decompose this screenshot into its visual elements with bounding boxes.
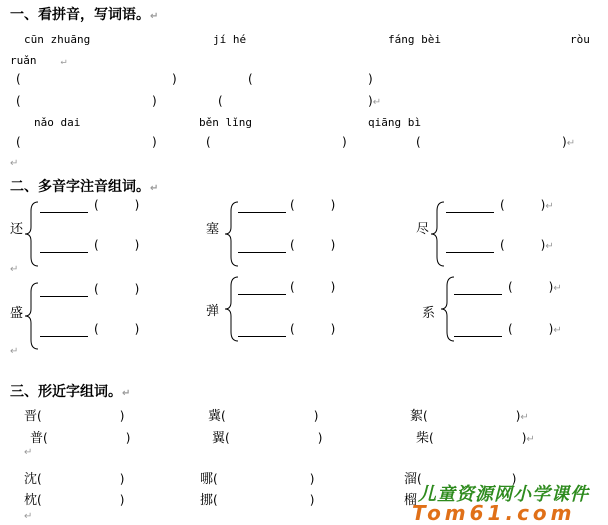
answer-paren: ( )↵	[508, 322, 562, 336]
answer-rparen: )	[368, 72, 373, 86]
answer-paren: ( )	[94, 198, 140, 212]
answer-paren: ( )	[94, 282, 140, 296]
polyphone-char-jin: 尽	[416, 222, 430, 237]
answer-blank	[454, 336, 502, 337]
answer-lparen: (	[218, 94, 223, 108]
answer-blank	[454, 294, 502, 295]
similar-char-item: 普( )	[30, 431, 131, 446]
similar-char-item: 榴	[404, 493, 418, 508]
answer-rparen: )	[172, 72, 177, 86]
brace-icon	[24, 201, 40, 267]
answer-lparen: (	[206, 135, 211, 149]
pinyin-ben-ling: běn lǐng	[199, 116, 252, 129]
paragraph-mark: ↵	[24, 511, 33, 522]
answer-blank	[238, 336, 286, 337]
polyphone-char-xi: 系	[422, 306, 436, 321]
paragraph-mark: ↵	[24, 447, 33, 458]
answer-paren: ( )	[290, 198, 336, 212]
answer-blank	[238, 212, 286, 213]
similar-char-item: 挪( )	[200, 493, 315, 508]
answer-blank	[40, 336, 88, 337]
answer-lparen: (	[16, 135, 21, 149]
answer-blank	[238, 294, 286, 295]
watermark-text: 儿童资源网小学课件	[418, 484, 589, 505]
answer-paren: ( )↵	[500, 238, 554, 252]
polyphone-char-huan: 还	[10, 222, 24, 237]
answer-paren: ( )	[290, 238, 336, 252]
polyphone-char-sai: 塞	[206, 222, 220, 237]
pinyin-ruan: ruǎn ↵	[10, 54, 67, 67]
polyphone-char-dan: 弹	[206, 304, 220, 319]
answer-rparen: )↵	[562, 135, 576, 149]
similar-char-item: 沈( )	[24, 472, 125, 487]
answer-paren: ( )↵	[500, 198, 554, 212]
answer-lparen: (	[16, 72, 21, 86]
answer-rparen: )	[342, 135, 347, 149]
answer-rparen: )↵	[368, 94, 382, 108]
paragraph-mark: ↵	[10, 158, 19, 169]
pinyin-nao-dai: nǎo dai	[34, 116, 81, 129]
answer-paren: ( )	[94, 322, 140, 336]
pinyin-cun-zhuang: cūn zhuāng	[24, 33, 91, 46]
answer-paren: ( )↵	[508, 280, 562, 294]
answer-paren: ( )	[94, 238, 140, 252]
brace-icon	[430, 201, 446, 267]
pinyin-rou: ròu	[570, 33, 590, 46]
pinyin-ji-he: jí hé	[213, 33, 247, 46]
answer-blank	[40, 296, 88, 297]
answer-paren: ( )	[290, 280, 336, 294]
answer-lparen: (	[16, 94, 21, 108]
paragraph-mark: ↵	[10, 264, 19, 275]
paragraph-mark: ↵	[10, 346, 19, 357]
similar-char-item: 翼( )	[212, 431, 323, 446]
watermark-logo: Tom61.com	[412, 501, 576, 525]
answer-blank	[446, 252, 494, 253]
answer-paren: ( )	[290, 322, 336, 336]
brace-icon	[440, 276, 456, 342]
answer-blank	[40, 212, 88, 213]
answer-lparen: (	[416, 135, 421, 149]
similar-char-item: 冀( )	[208, 409, 319, 424]
similar-char-item: 溜( )	[404, 472, 517, 487]
brace-icon	[224, 276, 240, 342]
brace-icon	[224, 201, 240, 267]
polyphone-char-sheng: 盛	[10, 306, 24, 321]
answer-rparen: )	[152, 94, 157, 108]
section3-title: 三、形近字组词。↵	[10, 384, 131, 400]
similar-char-item: 晋( )	[24, 409, 125, 424]
answer-rparen: )	[152, 135, 157, 149]
answer-blank	[446, 212, 494, 213]
similar-char-item: 哪( )	[200, 472, 315, 487]
answer-lparen: (	[248, 72, 253, 86]
brace-icon	[24, 282, 40, 350]
similar-char-item: 柴( )↵	[416, 431, 535, 446]
section2-title: 二、多音字注音组词。↵	[10, 179, 159, 195]
similar-char-item: 枕( )	[24, 493, 125, 508]
pinyin-fang-bei: fáng bèi	[388, 33, 441, 46]
answer-blank	[238, 252, 286, 253]
answer-blank	[40, 252, 88, 253]
similar-char-item: 絮( )↵	[410, 409, 529, 424]
section1-title: 一、看拼音，写词语。↵	[10, 7, 159, 23]
pinyin-qiang-bi: qiāng bì	[368, 116, 421, 129]
